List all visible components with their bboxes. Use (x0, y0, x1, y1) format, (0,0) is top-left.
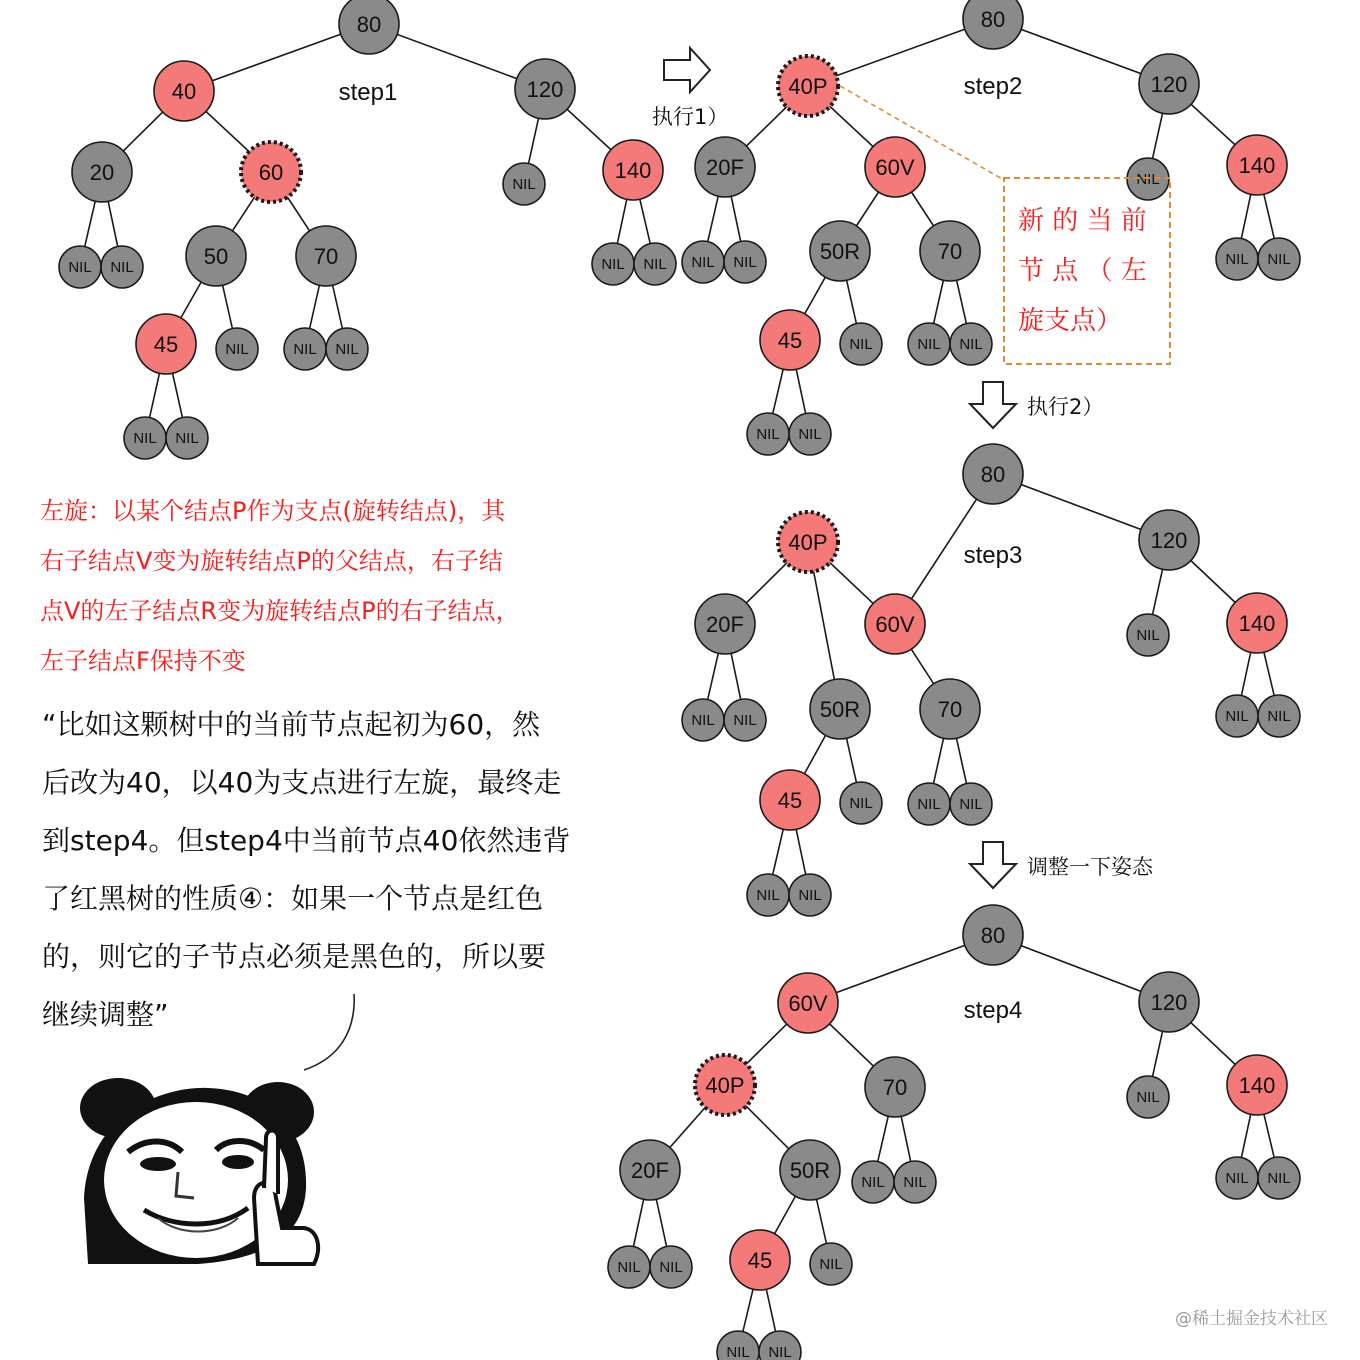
node-label: NIL (733, 254, 757, 271)
quote-line: 后改为40，以40为支点进行左旋，最终走 (42, 766, 562, 799)
nil-leaf-node (724, 241, 766, 283)
node-label: NIL (293, 341, 317, 358)
node-label: NIL (691, 254, 715, 271)
node-label: 120 (1150, 72, 1188, 97)
nil-leaf-node (1127, 614, 1169, 656)
nil-leaf-node (950, 323, 992, 365)
node-label: 140 (614, 158, 652, 183)
nil-leaf-node (1216, 1157, 1258, 1199)
node-label: NIL (726, 1344, 750, 1360)
black-node (296, 226, 356, 286)
nil-leaf-node (592, 243, 634, 285)
node-label: 80 (980, 462, 1006, 487)
red-node (778, 512, 838, 572)
node-label: 45 (777, 788, 803, 813)
red-node (136, 314, 196, 374)
left-rotation-description (40, 486, 620, 686)
black-node (1139, 510, 1199, 570)
nil-leaf-node (759, 1331, 801, 1360)
red-node (778, 973, 838, 1033)
node-label: NIL (756, 426, 780, 443)
red-node (1227, 135, 1287, 195)
panda-meme-image (78, 1078, 328, 1268)
nil-leaf-node (634, 243, 676, 285)
node-label: NIL (175, 430, 199, 447)
nil-leaf-node (682, 241, 724, 283)
node-label: 60V (875, 612, 915, 637)
black-node (695, 594, 755, 654)
nil-leaf-node (503, 163, 545, 205)
black-node (1139, 972, 1199, 1032)
node-label: NIL (691, 712, 715, 729)
node-label: 50R (819, 697, 861, 722)
nil-leaf-node (894, 1161, 936, 1203)
nil-leaf-node (1258, 1157, 1300, 1199)
node-label: 50 (203, 244, 229, 269)
nil-leaf-node (216, 328, 258, 370)
nil-leaf-node (1216, 695, 1258, 737)
node-label: NIL (1136, 1089, 1160, 1106)
node-label: NIL (861, 1174, 885, 1191)
nil-leaf-node (908, 783, 950, 825)
node-label: NIL (512, 176, 536, 193)
node-label: 80 (980, 7, 1006, 32)
black-node (515, 59, 575, 119)
step2-label: step2 (963, 73, 1023, 100)
black-node (963, 905, 1023, 965)
node-label: NIL (768, 1344, 792, 1360)
annotation-line-1: 新 的 当 前 (1018, 206, 1147, 236)
step4-label: step4 (963, 997, 1023, 1024)
node-label: NIL (798, 887, 822, 904)
node-label: NIL (1136, 171, 1160, 188)
node-label: NIL (617, 1259, 641, 1276)
node-label: 40 (171, 79, 197, 104)
nil-leaf-node (747, 874, 789, 916)
node-label: 70 (937, 697, 963, 722)
nil-leaf-node (810, 1243, 852, 1285)
node-label: NIL (643, 256, 667, 273)
node-label: 120 (1150, 528, 1188, 553)
node-label: NIL (1225, 1170, 1249, 1187)
nil-leaf-node (59, 246, 101, 288)
node-label: NIL (819, 1256, 843, 1273)
node-label: NIL (849, 795, 873, 812)
nil-leaf-node (166, 417, 208, 459)
black-node (963, 0, 1023, 49)
node-label: 20F (706, 612, 744, 637)
node-label: 70 (313, 244, 339, 269)
node-label: 20F (631, 1158, 669, 1183)
nil-leaf-node (747, 413, 789, 455)
node-label: 60V (788, 991, 828, 1016)
red-node (1227, 593, 1287, 653)
node-label: 20F (706, 155, 744, 180)
nil-leaf-node (1216, 238, 1258, 280)
quote-line: 到step4。但step4中当前节点40依然违背 (42, 824, 571, 857)
node-label: 140 (1238, 1073, 1276, 1098)
red-node (760, 770, 820, 830)
right-arrow-icon (664, 48, 710, 92)
step1-label: step1 (338, 79, 398, 106)
red-node (603, 140, 663, 200)
black-node (1139, 54, 1199, 114)
node-label: NIL (1225, 708, 1249, 725)
node-label: NIL (225, 341, 249, 358)
node-label: NIL (133, 430, 157, 447)
down-arrow-icon (970, 842, 1016, 888)
quote-line: “比如这颗树中的当前节点起初为60，然 (42, 708, 541, 741)
black-node (865, 1057, 925, 1117)
nil-leaf-node (124, 417, 166, 459)
description-line: 左子结点F保持不变 (40, 647, 246, 675)
watermark: @稀土掘金技术社区 (1175, 1309, 1328, 1329)
node-label: NIL (903, 1174, 927, 1191)
node-label: NIL (756, 887, 780, 904)
nil-leaf-node (950, 783, 992, 825)
quote-line: 的，则它的子节点必须是黑色的，所以要 (42, 940, 547, 973)
nil-leaf-node (1258, 695, 1300, 737)
node-label: NIL (917, 796, 941, 813)
nil-leaf-node (1127, 1076, 1169, 1118)
red-node (154, 61, 214, 121)
black-node (810, 679, 870, 739)
node-label: NIL (1136, 627, 1160, 644)
node-label: 140 (1238, 611, 1276, 636)
node-label: NIL (659, 1259, 683, 1276)
red-node (760, 310, 820, 370)
nil-leaf-node (724, 699, 766, 741)
node-label: 20 (89, 160, 115, 185)
node-label: 40P (788, 74, 828, 99)
nil-leaf-node (682, 699, 724, 741)
nil-leaf-node (1258, 238, 1300, 280)
node-label: NIL (110, 259, 134, 276)
node-label: 40P (705, 1073, 745, 1098)
node-label: NIL (1267, 708, 1291, 725)
nil-leaf-node (908, 323, 950, 365)
node-label: 45 (777, 328, 803, 353)
step3-label: step3 (963, 542, 1023, 569)
nil-leaf-node (789, 413, 831, 455)
nil-leaf-node (717, 1331, 759, 1360)
node-label: 50R (819, 239, 861, 264)
nil-leaf-node (852, 1161, 894, 1203)
exec2-label: 执行2） (1027, 395, 1104, 419)
annotation-line-2: 节 点 （ 左 (1018, 256, 1147, 286)
red-node (695, 1055, 755, 1115)
node-label: 45 (153, 332, 179, 357)
node-label: NIL (1225, 251, 1249, 268)
description-line: 点V的左子结点R变为旋转结点P的右子结点， (40, 597, 520, 625)
node-label: NIL (733, 712, 757, 729)
annotation-line-3: 旋支点） (1018, 306, 1123, 336)
black-node (72, 142, 132, 202)
node-label: 70 (882, 1075, 908, 1100)
black-node (963, 444, 1023, 504)
red-node (865, 137, 925, 197)
node-label: 140 (1238, 153, 1276, 178)
node-label: 120 (1150, 990, 1188, 1015)
nil-leaf-node (101, 246, 143, 288)
nil-leaf-node (840, 782, 882, 824)
red-node (865, 594, 925, 654)
node-label: NIL (335, 341, 359, 358)
red-node (778, 56, 838, 116)
down-arrow-icon (970, 382, 1016, 428)
node-label: 120 (526, 77, 564, 102)
black-node (780, 1140, 840, 1200)
quote-line: 了红黑树的性质④：如果一个节点是红色 (42, 882, 544, 915)
node-label: NIL (1267, 251, 1291, 268)
adjust-label: 调整一下姿态 (1027, 855, 1153, 879)
black-node (920, 221, 980, 281)
black-node (339, 0, 399, 54)
black-node (810, 221, 870, 281)
description-line: 左旋：以某个结点P作为支点(旋转结点)，其 (40, 497, 506, 525)
quote-text (42, 696, 622, 1044)
node-label: 45 (747, 1248, 773, 1273)
nil-leaf-node (608, 1246, 650, 1288)
nil-leaf-node (840, 323, 882, 365)
node-label: NIL (849, 336, 873, 353)
node-label: 60 (258, 160, 284, 185)
quote-line: 继续调整” (42, 998, 169, 1031)
node-label: 70 (937, 239, 963, 264)
node-label: 80 (980, 923, 1006, 948)
black-node (186, 226, 246, 286)
nil-leaf-node (789, 874, 831, 916)
black-node (695, 137, 755, 197)
node-label: 80 (356, 12, 382, 37)
node-label: NIL (959, 336, 983, 353)
exec1-label: 执行1） (652, 105, 729, 129)
node-label: NIL (1267, 1170, 1291, 1187)
node-label: NIL (601, 256, 625, 273)
node-label: NIL (917, 336, 941, 353)
description-line: 右子结点V变为旋转结点P的父结点，右子结 (40, 547, 503, 575)
node-label: NIL (68, 259, 92, 276)
nil-leaf-node (326, 328, 368, 370)
node-label: 40P (788, 530, 828, 555)
node-label: 50R (789, 1158, 831, 1183)
red-node (1227, 1055, 1287, 1115)
nil-leaf-node (284, 328, 326, 370)
node-label: 60V (875, 155, 915, 180)
node-label: NIL (959, 796, 983, 813)
red-node (730, 1230, 790, 1290)
black-node (620, 1140, 680, 1200)
red-node (241, 142, 301, 202)
nil-leaf-node (650, 1246, 692, 1288)
node-label: NIL (798, 426, 822, 443)
black-node (920, 679, 980, 739)
